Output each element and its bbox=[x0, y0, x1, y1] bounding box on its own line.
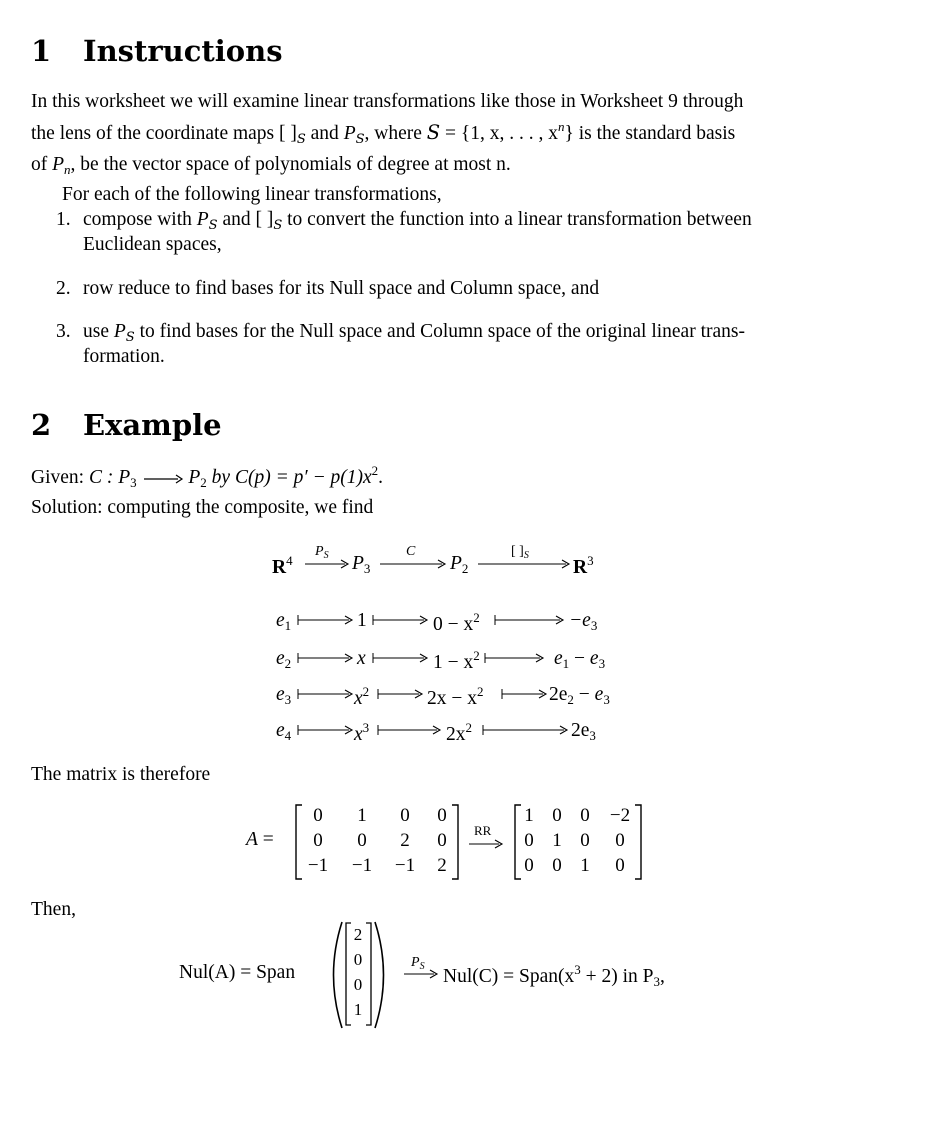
map-row-coord bbox=[569, 610, 597, 634]
subscript: 3 bbox=[363, 561, 371, 576]
map-row-poly bbox=[354, 720, 369, 746]
arrow-label-ps: $P_S$ bbox=[411, 955, 425, 972]
composite-r4 bbox=[272, 553, 293, 579]
superscript: 2 bbox=[473, 610, 480, 625]
given-math: by C(p) = p′ − p(1)x bbox=[206, 467, 372, 488]
coord-vector: −e bbox=[569, 610, 591, 631]
matrix-rref-cell: 0 bbox=[524, 855, 534, 876]
intro-text: } is the standard basis bbox=[564, 123, 736, 144]
arrow-icon bbox=[305, 558, 351, 570]
matrix-a-cell: −1 bbox=[394, 855, 416, 876]
subscript: 3 bbox=[603, 692, 610, 707]
given-line bbox=[31, 463, 383, 491]
basis-vector: e bbox=[276, 684, 285, 705]
null-vector-entry: 1 bbox=[353, 1000, 363, 1019]
arrow-icon bbox=[380, 558, 448, 570]
matrix-rref-cell: 0 bbox=[615, 855, 625, 876]
map-row-coord bbox=[571, 720, 596, 744]
mapsto-arrow-icon bbox=[484, 652, 546, 664]
matrix-a-cell: 0 bbox=[313, 805, 323, 826]
superscript: 2 bbox=[477, 684, 484, 699]
nul-c-label bbox=[443, 962, 665, 990]
superscript: 2 bbox=[473, 648, 480, 663]
coord-vector: 2e bbox=[571, 720, 590, 741]
subscript-n: n bbox=[64, 162, 71, 177]
step-text-part: compose with bbox=[83, 209, 197, 230]
null-vector-entry: 0 bbox=[353, 975, 363, 994]
composite-p3 bbox=[352, 553, 370, 577]
basis-vector: e bbox=[276, 610, 285, 631]
matrix-label: A = bbox=[246, 829, 274, 850]
mapsto-arrow-icon bbox=[372, 652, 430, 664]
matrix-a-cell: 0 bbox=[437, 805, 447, 826]
intro-text: and bbox=[305, 123, 344, 144]
arrow-label-c: C bbox=[406, 544, 416, 559]
mapsto-arrow-icon bbox=[297, 614, 355, 626]
given-label: Given: bbox=[31, 467, 89, 488]
superscript: 4 bbox=[286, 553, 293, 568]
right-bracket-icon bbox=[450, 804, 460, 880]
matrix-a-cell: 0 bbox=[437, 830, 447, 851]
intro-line-1: In this worksheet we will examine linear transformations like those in Worksheet 9 through bbox=[31, 91, 744, 112]
superscript: 2 bbox=[371, 463, 379, 478]
step-text-cont: formation. bbox=[83, 346, 165, 367]
right-bracket-icon bbox=[633, 804, 643, 880]
intro-line-2 bbox=[31, 114, 871, 152]
nul-text: Nul(A) = Span bbox=[179, 962, 296, 983]
intro-text: , be the vector space of polynomials of degree at most n. bbox=[70, 154, 511, 175]
matrix-rref-cell: −2 bbox=[609, 805, 631, 826]
mapsto-arrow-icon bbox=[377, 688, 425, 700]
superscript: 3 bbox=[362, 720, 370, 735]
step-label: 2. bbox=[56, 278, 71, 299]
step-item bbox=[56, 276, 871, 319]
superscript: 3 bbox=[587, 553, 594, 568]
mapsto-arrow-icon bbox=[377, 724, 443, 736]
coord-vector: 2e bbox=[549, 684, 568, 705]
p-symbol: P bbox=[343, 123, 356, 144]
image-poly: 2x bbox=[446, 724, 466, 745]
subscript: 3 bbox=[589, 728, 596, 743]
superscript: 2 bbox=[362, 684, 370, 699]
intro-line-4: For each of the following linear transformations, bbox=[62, 184, 442, 205]
p-symbol: P bbox=[113, 321, 126, 342]
poly: x bbox=[354, 688, 363, 709]
nul-a-label bbox=[179, 962, 295, 984]
right-paren-icon bbox=[372, 920, 394, 1030]
map-row-poly: 1 bbox=[357, 610, 367, 631]
space-symbol: P bbox=[450, 553, 462, 574]
subscript: 2 bbox=[567, 692, 574, 707]
mapsto-arrow-icon bbox=[297, 724, 355, 736]
basis-symbol: S bbox=[426, 121, 441, 144]
intro-text: of bbox=[31, 154, 53, 175]
step-text-part: and [ ] bbox=[217, 209, 274, 230]
matrix-intro: The matrix is therefore bbox=[31, 764, 211, 785]
matrix-rref-cell: 1 bbox=[552, 830, 562, 851]
step-text-part: to convert the function into a linear transformation between bbox=[282, 209, 752, 230]
steps-list bbox=[56, 207, 871, 369]
rr-label: RR bbox=[474, 823, 492, 838]
matrix-a-cell: 2 bbox=[400, 830, 410, 851]
basis-symbol: S bbox=[208, 218, 218, 233]
intro-text: = {1, x, . . . , x bbox=[440, 123, 558, 144]
map-row-basis bbox=[276, 720, 291, 744]
arrow-label-ps: $P_S$ bbox=[315, 544, 329, 561]
step-text bbox=[83, 319, 745, 350]
map-row-image bbox=[446, 720, 472, 746]
step-item bbox=[56, 207, 871, 257]
subscript: 2 bbox=[284, 656, 292, 671]
operator: − bbox=[569, 648, 590, 669]
null-vector-entry: 0 bbox=[353, 950, 363, 969]
map-row-image bbox=[433, 610, 480, 636]
image-poly: 1 − x bbox=[433, 652, 474, 673]
basis-vector: e bbox=[276, 648, 285, 669]
subscript: 3 bbox=[130, 475, 137, 490]
intro-text: , where bbox=[364, 123, 427, 144]
map-row-basis bbox=[276, 610, 291, 634]
long-arrow-icon bbox=[142, 473, 184, 485]
solution-line: Solution: computing the composite, we find bbox=[31, 497, 374, 518]
subscript: 1 bbox=[562, 656, 570, 671]
subscript: 2 bbox=[461, 561, 469, 576]
exp-n: n bbox=[558, 119, 565, 134]
subscript: 1 bbox=[284, 618, 292, 633]
map-row-basis bbox=[276, 684, 291, 708]
map-row-coord bbox=[554, 648, 605, 672]
step-text-part: use bbox=[83, 321, 114, 342]
subscript: 3 bbox=[598, 656, 606, 671]
coord-vector: e bbox=[594, 684, 604, 705]
space-symbol: R bbox=[272, 557, 287, 578]
p-symbol: P bbox=[196, 209, 209, 230]
mapsto-arrow-icon bbox=[482, 724, 570, 736]
section-number: 2 bbox=[31, 408, 52, 442]
map-row-image bbox=[433, 648, 480, 674]
composite-p2 bbox=[450, 553, 468, 577]
given-math: . bbox=[378, 467, 384, 488]
section-heading-example bbox=[31, 408, 222, 442]
section-heading-instructions bbox=[31, 34, 283, 68]
space-symbol: R bbox=[573, 557, 588, 578]
space-symbol: P bbox=[352, 553, 364, 574]
arrow-icon bbox=[478, 558, 572, 570]
operator: − bbox=[573, 684, 595, 705]
subscript: 3 bbox=[653, 974, 661, 989]
null-vector-entry: 2 bbox=[353, 925, 363, 944]
matrix-a-cell: 2 bbox=[437, 855, 447, 876]
mapsto-arrow-icon bbox=[297, 652, 355, 664]
poly: x bbox=[354, 724, 363, 745]
nul-text: Nul(C) = Span(x bbox=[443, 966, 575, 987]
subscript: 4 bbox=[284, 728, 292, 743]
rr-arrow-icon bbox=[469, 838, 505, 850]
section-title: Instructions bbox=[83, 34, 283, 68]
step-label: 3. bbox=[56, 321, 71, 342]
intro-paragraph bbox=[31, 89, 871, 207]
section-title: Example bbox=[83, 408, 222, 442]
matrix-a-cell: 0 bbox=[357, 830, 367, 851]
mapsto-arrow-icon bbox=[372, 614, 430, 626]
matrix-a-cell: −1 bbox=[351, 855, 373, 876]
nul-text: , bbox=[660, 966, 665, 987]
matrix-a-cell: 0 bbox=[313, 830, 323, 851]
matrix-a-cell: 0 bbox=[400, 805, 410, 826]
matrix-a-cell: 1 bbox=[357, 805, 367, 826]
intro-text: the lens of the coordinate maps [ ] bbox=[31, 123, 297, 144]
mapsto-arrow-icon bbox=[297, 688, 355, 700]
map-row-image bbox=[427, 684, 484, 710]
subscript: 2 bbox=[200, 475, 207, 490]
matrix-rref-cell: 0 bbox=[552, 855, 562, 876]
matrix-rref-cell: 1 bbox=[524, 805, 534, 826]
matrix-a-cell: −1 bbox=[307, 855, 329, 876]
coord-vector: e bbox=[589, 648, 599, 669]
given-math: P bbox=[183, 467, 201, 488]
map-row-poly bbox=[354, 684, 369, 710]
map-row-coord bbox=[549, 684, 610, 708]
section-number: 1 bbox=[31, 34, 52, 68]
basis-symbol: S bbox=[273, 218, 283, 233]
basis-symbol: S bbox=[125, 330, 135, 345]
mapsto-arrow-icon bbox=[501, 688, 549, 700]
step-item bbox=[56, 319, 871, 369]
then-label: Then, bbox=[31, 899, 76, 920]
subscript: 3 bbox=[590, 618, 598, 633]
arrow-icon bbox=[404, 968, 440, 980]
matrix-rref-cell: 0 bbox=[615, 830, 625, 851]
superscript: 2 bbox=[465, 720, 472, 735]
basis-symbol: S bbox=[355, 132, 365, 147]
matrix-rref-cell: 0 bbox=[580, 830, 590, 851]
given-math: C : P bbox=[88, 467, 131, 488]
step-text: row reduce to find bases for its Null space and Column space, and bbox=[83, 278, 600, 299]
superscript: 3 bbox=[574, 962, 581, 977]
matrix-rref-cell: 0 bbox=[524, 830, 534, 851]
basis-vector: e bbox=[276, 720, 285, 741]
p-symbol: P bbox=[52, 154, 65, 175]
step-label: 1. bbox=[56, 209, 71, 230]
subscript: 3 bbox=[284, 692, 292, 707]
image-poly: 2x − x bbox=[427, 688, 477, 709]
composite-r3 bbox=[573, 553, 594, 579]
arrow-label-coord: [ ]$_S$ bbox=[511, 544, 529, 561]
matrix-rref-cell: 1 bbox=[580, 855, 590, 876]
image-poly: 0 − x bbox=[433, 614, 474, 635]
step-text-cont: Euclidean spaces, bbox=[83, 234, 222, 255]
coord-vector: e bbox=[554, 648, 563, 669]
map-row-basis bbox=[276, 648, 291, 672]
step-text-part: to find bases for the Null space and Column space of the original linear trans- bbox=[134, 321, 745, 342]
matrix-rref-cell: 0 bbox=[580, 805, 590, 826]
intro-line-3 bbox=[31, 152, 871, 182]
basis-symbol: S bbox=[296, 132, 306, 147]
matrix-rref-cell: 0 bbox=[552, 805, 562, 826]
map-row-poly: x bbox=[357, 648, 366, 669]
nul-text: + 2) in P bbox=[580, 966, 654, 987]
mapsto-arrow-icon bbox=[494, 614, 566, 626]
